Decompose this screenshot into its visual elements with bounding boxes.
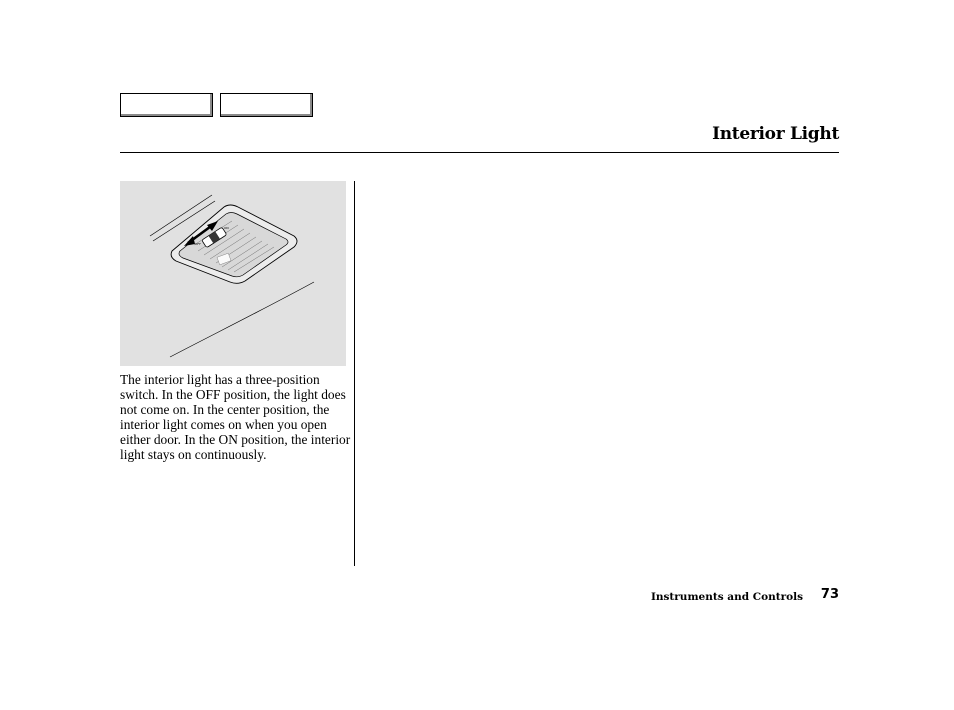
column-divider xyxy=(354,181,355,566)
interior-light-switch-icon xyxy=(120,181,346,366)
footer-section-title: Instruments and Controls xyxy=(650,591,803,603)
svg-text:ON: ON xyxy=(224,226,229,230)
previous-page-button[interactable] xyxy=(120,93,213,117)
interior-light-illustration xyxy=(120,181,346,366)
page-number: 73 xyxy=(820,587,839,602)
next-page-button[interactable] xyxy=(220,93,313,117)
body-paragraph: The interior light has a three-position switch. In the OFF position, the light does not come on. In the center position, the interior light comes on when you open either door. In the ON position, the interior light stays on continuously. xyxy=(120,372,351,462)
title-divider xyxy=(120,152,839,153)
svg-text:OFF: OFF xyxy=(195,242,201,246)
page-title: Interior Light xyxy=(712,124,839,144)
